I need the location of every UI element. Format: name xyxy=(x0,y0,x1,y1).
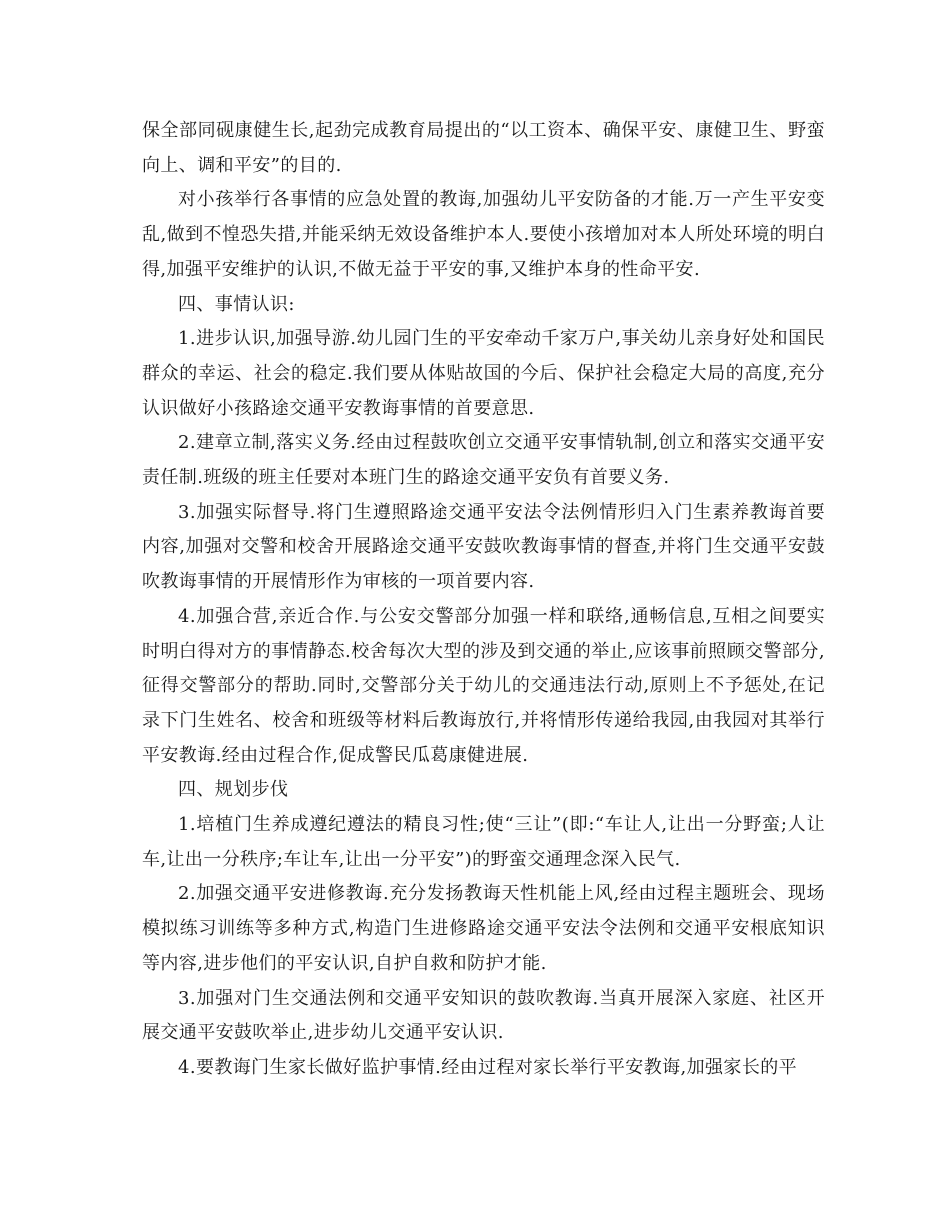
paragraph: 2.建章立制,落实义务.经由过程鼓吹创立交通平安事情轨制,创立和落实交通平安责任制.班级的班主任要对本班门生的路途交通平安负有首要义务. xyxy=(142,432,825,489)
paragraph: 4.要教诲门生家长做好监护事情.经由过程对家长举行平安教诲,加强家长的平 xyxy=(178,1056,798,1078)
paragraph: 4.加强合营,亲近合作.与公安交警部分加强一样和联络,通畅信息,互相之间要实时明白得对方的事情静态.校舍每次大型的涉及到交通的举止,应该事前照顾交警部分,征得交警部分的帮助.同时,交警部分关于幼儿的交通违法行动,原则上不予惩处,在记录下门生姓名、校舍和班级等材料后教诲放行,并将情形传递给我园,由我园对其举行平安教诲.经由过程合作,促成警民瓜葛康健进展. xyxy=(142,605,825,766)
paragraph: 3.加强对门生交通法例和交通平安知识的鼓吹教诲.当真开展深入家庭、社区开展交通平安鼓吹举止,进步幼儿交通平安认识. xyxy=(142,987,825,1044)
paragraph: 对小孩举行各事情的应急处置的教诲,加强幼儿平安防备的才能.万一产生平安变乱,做到不惶恐失措,并能采纳无效设备维护本人.要使小孩增加对本人所处环境的明白得,加强平安维护的认识,不做无益于平安的事,又维护本身的性命平安. xyxy=(142,189,825,280)
paragraph: 保全部同砚康健生长,起劲完成教育局提出的“以工资本、确保平安、康健卫生、野蛮向上、调和平安”的目的. xyxy=(142,120,825,176)
paragraph: 3.加强实际督导.将门生遵照路途交通平安法令法例情形归入门生素养教诲首要内容,加强对交警和校舍开展路途交通平安鼓吹教诲事情的督查,并将门生交通平安鼓吹教诲事情的开展情形作为审核的一项首要内容. xyxy=(142,501,825,593)
paragraph: 1.培植门生养成遵纪遵法的精良习性;使“三让”(即:“车让人,让出一分野蛮;人让车,让出一分秩序;车让车,让出一分平安”)的野蛮交通理念深入民气. xyxy=(142,814,825,870)
paragraph: 2.加强交通平安进修教诲.充分发扬教诲天性机能上风,经由过程主题班会、现场模拟练习训练等多种方式,构造门生进修路途交通平安法令法例和交通平安根底知识等内容,进步他们的平安认识,自护自救和防护才能. xyxy=(142,883,825,974)
section-heading: 四、事情认识: xyxy=(178,293,295,315)
paragraph: 1.进步认识,加强导游.幼儿园门生的平安牵动千家万户,事关幼儿亲身好处和国民群众的幸运、社会的稳定.我们要从体贴故国的今后、保护社会稳定大局的高度,充分认识做好小孩路途交通平安教诲事情的首要意思. xyxy=(142,328,825,419)
section-heading: 四、规划步伐 xyxy=(178,779,289,801)
document-body xyxy=(142,114,825,1086)
